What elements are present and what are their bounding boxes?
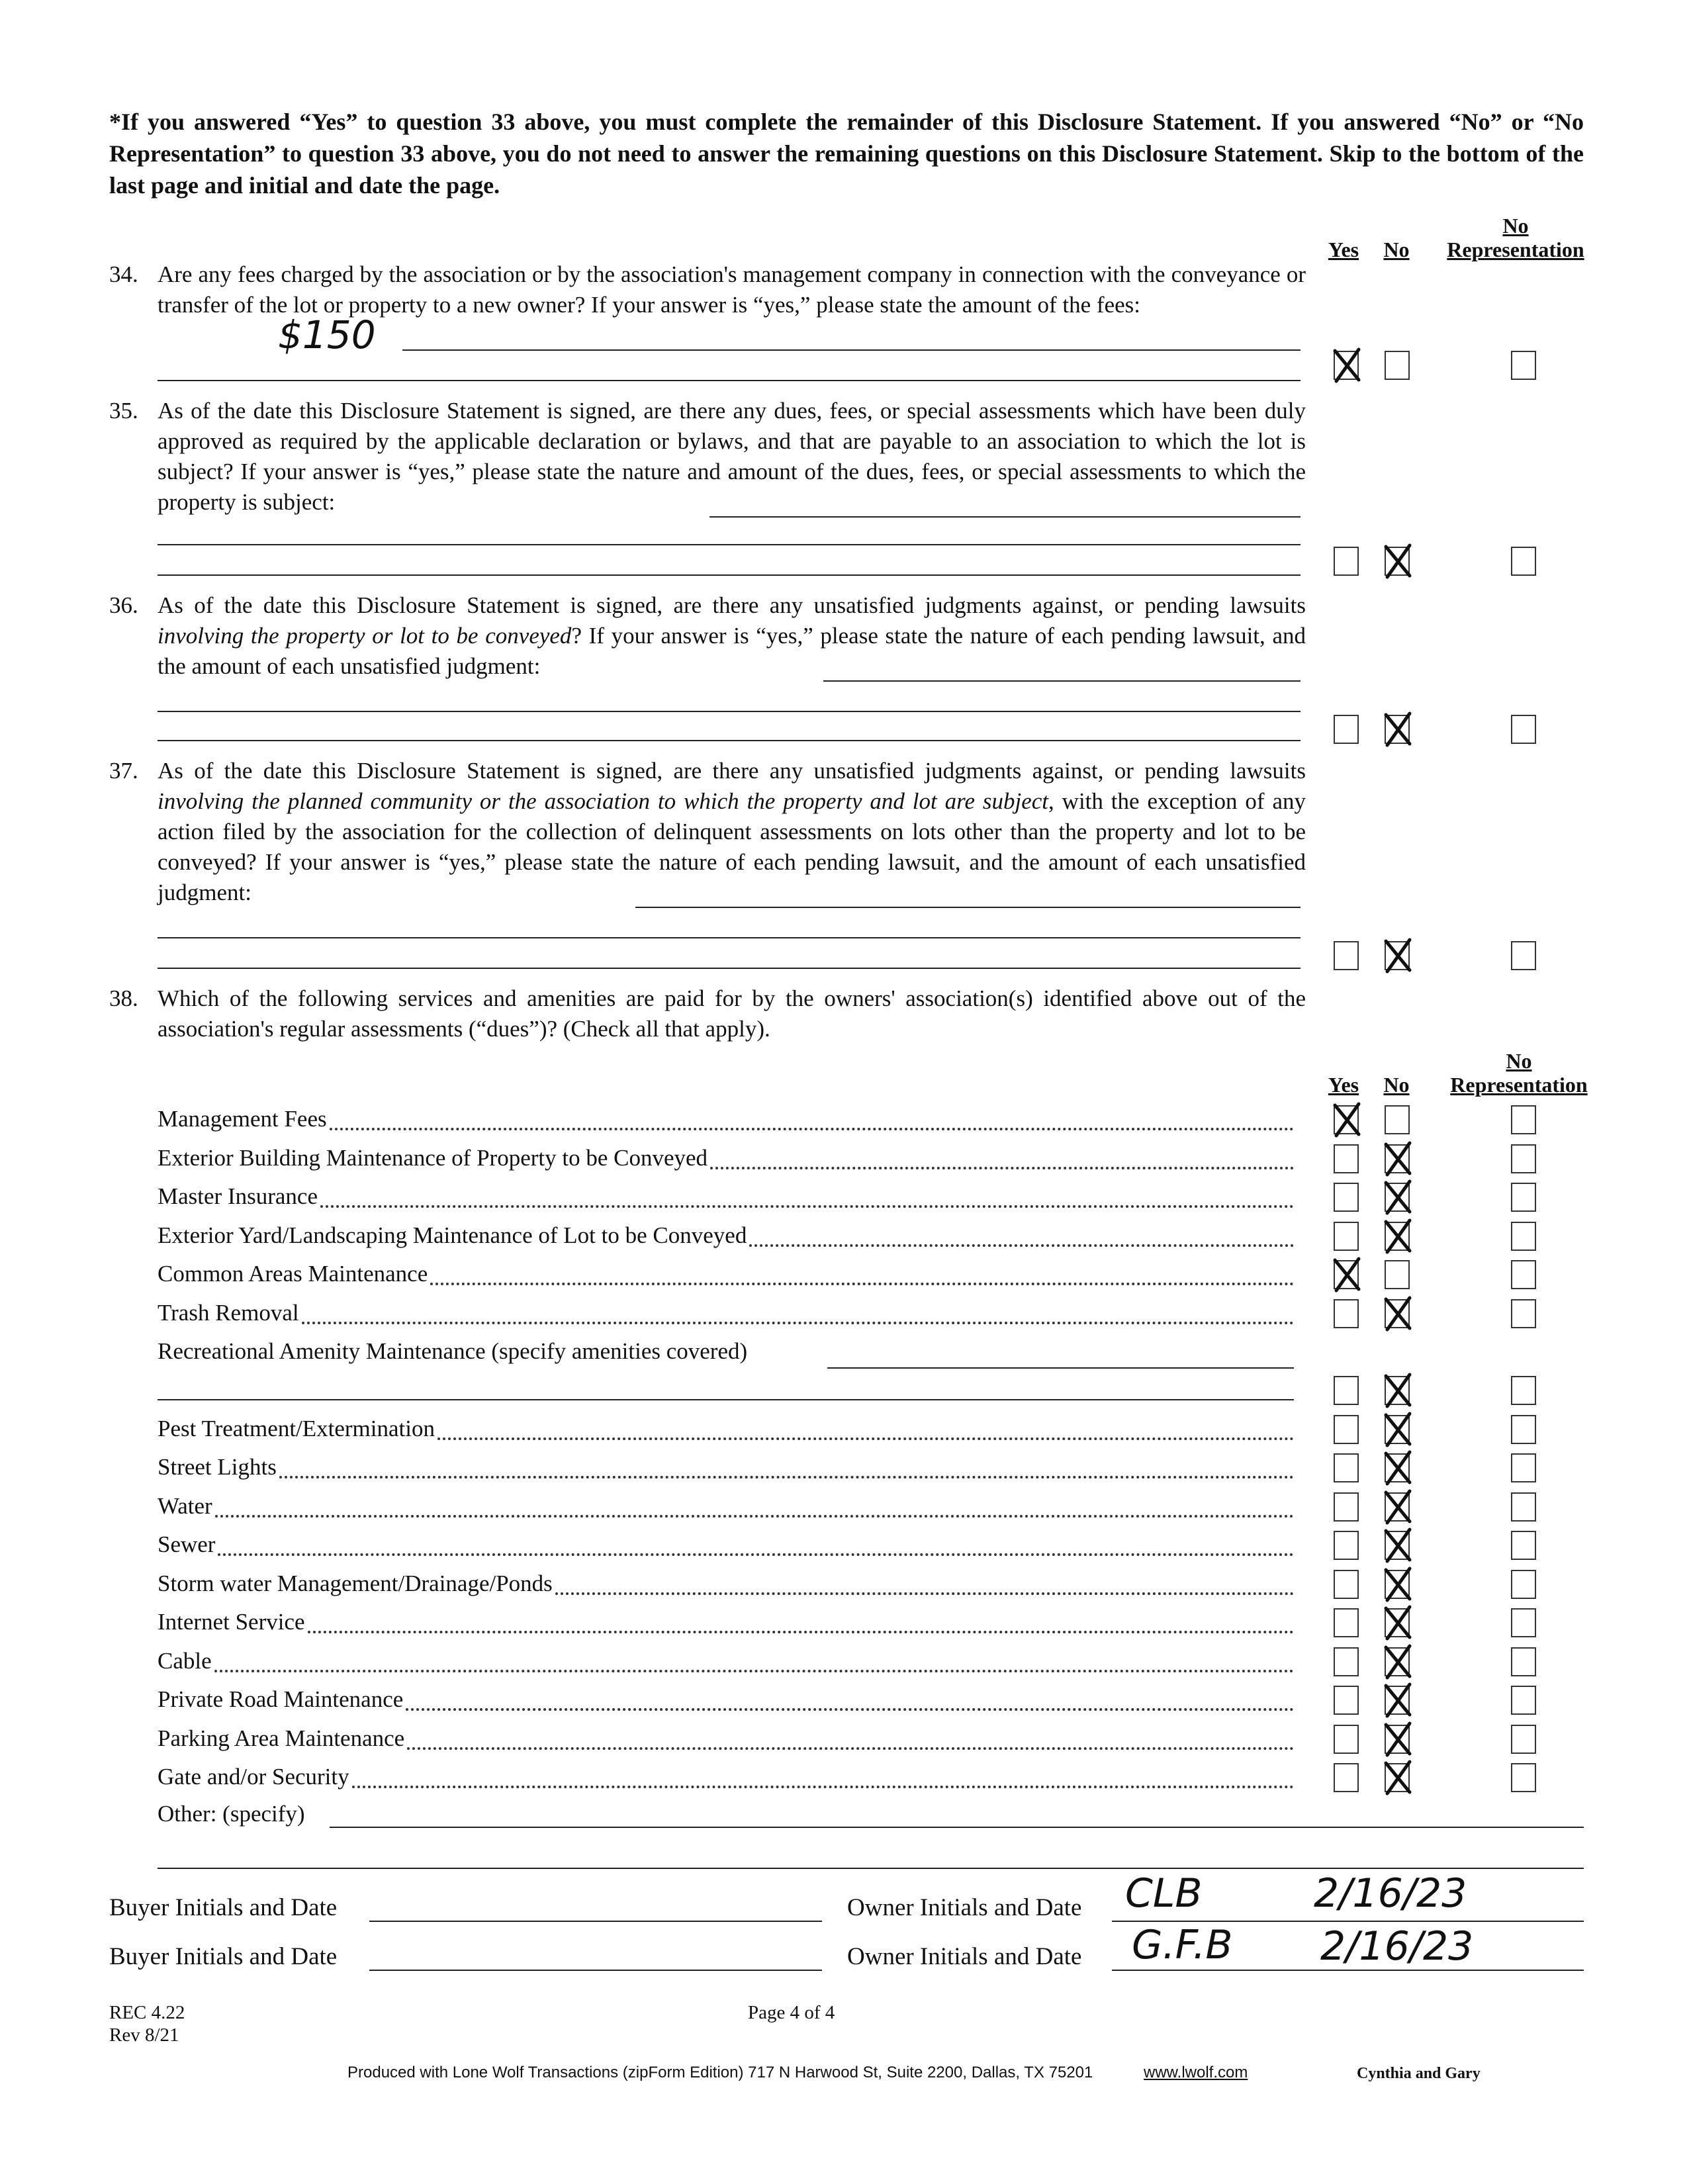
owner1-date-handwritten: 2/16/23: [1314, 1870, 1467, 1917]
form-id: REC 4.22: [109, 2002, 185, 2023]
amenity-no-checkbox[interactable]: [1385, 1647, 1410, 1676]
amenity-no-rep-checkbox[interactable]: [1511, 1222, 1536, 1251]
q36-answer-line-1[interactable]: [823, 680, 1301, 682]
amenity-no-rep-checkbox[interactable]: [1511, 1453, 1536, 1482]
amenity-no-rep-checkbox[interactable]: [1511, 1531, 1536, 1560]
amenity-no-checkbox[interactable]: [1385, 1492, 1410, 1522]
amenity-dot-leader: [330, 1128, 1294, 1130]
q37-answer-line-2[interactable]: [158, 937, 1301, 938]
amenity-no-checkbox[interactable]: [1385, 1376, 1410, 1405]
checkmark-x-icon: [1331, 1101, 1363, 1138]
header-no: No: [1383, 238, 1410, 261]
q38-text: Which of the following services and amenities are paid for by the owners' association(s) identified above out of the association's regular assessments (“dues”)? (Check all that apply).: [158, 985, 1306, 1042]
intro-instructions: *If you answered “Yes” to question 33 above, you must complete the remainder of this Disclosure Statement. If you answered “No” or “No Representation” to question 33 above, you do not need to answer the remaining questions on this Disclosure Statement. Skip to the bottom of the last page and initial and date the page.: [109, 109, 1584, 199]
q35-number: 35.: [109, 398, 138, 424]
amenity-dot-leader: [406, 1708, 1294, 1711]
producer-link[interactable]: www.lwolf.com: [1144, 2064, 1248, 2081]
amenity-yes-checkbox[interactable]: [1334, 1686, 1359, 1715]
amenity-no-checkbox[interactable]: [1385, 1222, 1410, 1251]
footer-names: Cynthia and Gary: [1357, 2065, 1481, 2082]
other-label: Other: (specify): [158, 1801, 305, 1827]
owner2-date-handwritten: 2/16/23: [1320, 1923, 1474, 1970]
amenity-no-rep-checkbox[interactable]: [1511, 1570, 1536, 1599]
amenity-label: Cable: [158, 1647, 212, 1674]
amenity-no-checkbox[interactable]: [1385, 1105, 1410, 1134]
q37-number: 37.: [109, 758, 138, 784]
amenity-yes-checkbox[interactable]: [1334, 1570, 1359, 1599]
amenity-label: Recreational Amenity Maintenance (specify amenities covered): [158, 1338, 748, 1364]
recreational-specify-line-2[interactable]: [158, 1399, 1294, 1400]
checkmark-x-icon: [1382, 1372, 1414, 1409]
q37-answer-line-1[interactable]: [635, 907, 1301, 908]
amenity-dot-leader: [214, 1670, 1294, 1672]
q34-fee-answer: $150: [278, 312, 376, 357]
owner-initials-line-2[interactable]: [1112, 1970, 1584, 1971]
checkmark-x-icon: [1382, 1218, 1414, 1255]
checkmark-x-icon: [1382, 1411, 1414, 1448]
amenity-dot-leader: [279, 1476, 1294, 1479]
checkmark-x-icon: [1331, 1256, 1363, 1293]
q34-answer-line-2[interactable]: [158, 380, 1301, 381]
amenity-dot-leader: [352, 1786, 1294, 1788]
q36-yes-checkbox[interactable]: [1334, 715, 1359, 744]
q35-no-checkbox[interactable]: [1385, 547, 1410, 576]
amenity-dot-leader: [430, 1283, 1294, 1285]
amenity-label: Water: [158, 1492, 212, 1519]
other-specify-line-1[interactable]: [330, 1827, 1584, 1828]
buyer-initials-line-1[interactable]: [369, 1921, 822, 1922]
amenity-label: Private Road Maintenance: [158, 1686, 404, 1712]
checkmark-x-icon: [1382, 1759, 1414, 1796]
amenity-yes-checkbox[interactable]: [1334, 1299, 1359, 1328]
checkmark-x-icon: [1382, 543, 1414, 580]
q37-answer-line-3[interactable]: [158, 968, 1301, 969]
amenity-yes-checkbox[interactable]: [1334, 1608, 1359, 1637]
buyer-initials-label-1: Buyer Initials and Date: [109, 1894, 338, 1921]
header-yes: Yes: [1328, 238, 1359, 261]
amenities-header-no-rep-2: Representation: [1450, 1073, 1588, 1097]
q36-number: 36.: [109, 592, 138, 618]
q36-text: As of the date this Disclosure Statement is signed, are there any unsatisfied judgments against, or pending lawsuits involving the property or lot to be conveyed? If your answer is “yes,” please state the nature of each pending lawsuit, and the amount of each unsatisfied judgment:: [158, 592, 1306, 679]
q35-yes-checkbox[interactable]: [1334, 547, 1359, 576]
q37-no-rep-checkbox[interactable]: [1511, 941, 1536, 970]
amenity-dot-leader: [320, 1205, 1294, 1208]
q36-answer-line-2[interactable]: [158, 711, 1301, 712]
q34-answer-line-1[interactable]: [402, 349, 1301, 351]
amenity-label: Internet Service: [158, 1609, 305, 1635]
checkmark-x-icon: [1382, 1566, 1414, 1603]
q34-no-rep-checkbox[interactable]: [1511, 351, 1536, 380]
buyer-initials-label-2: Buyer Initials and Date: [109, 1943, 338, 1970]
checkmark-x-icon: [1382, 1179, 1414, 1216]
amenity-no-checkbox[interactable]: [1385, 1725, 1410, 1754]
amenity-no-checkbox[interactable]: [1385, 1570, 1410, 1599]
amenity-label: Parking Area Maintenance: [158, 1725, 405, 1751]
amenity-no-rep-checkbox[interactable]: [1511, 1260, 1536, 1289]
amenity-label: Trash Removal: [158, 1299, 299, 1326]
amenity-yes-checkbox[interactable]: [1334, 1647, 1359, 1676]
amenity-label: Common Areas Maintenance: [158, 1261, 428, 1287]
checkmark-x-icon: [1382, 1604, 1414, 1641]
amenity-no-rep-checkbox[interactable]: [1511, 1105, 1536, 1134]
amenity-no-rep-checkbox[interactable]: [1511, 1415, 1536, 1444]
q34-yes-checkbox[interactable]: [1334, 351, 1359, 380]
amenity-no-rep-checkbox[interactable]: [1511, 1608, 1536, 1637]
amenity-yes-checkbox[interactable]: [1334, 1183, 1359, 1212]
checkmark-x-icon: [1382, 1682, 1414, 1719]
q35-no-rep-checkbox[interactable]: [1511, 547, 1536, 576]
amenity-label: Street Lights: [158, 1454, 277, 1480]
checkmark-x-icon: [1382, 1449, 1414, 1486]
owner-initials-label-2: Owner Initials and Date: [847, 1943, 1082, 1970]
other-specify-line-2[interactable]: [158, 1868, 1584, 1869]
amenity-label: Exterior Building Maintenance of Property to be Conveyed: [158, 1144, 708, 1171]
page-number: Page 4 of 4: [748, 2002, 835, 2023]
amenity-yes-checkbox[interactable]: [1334, 1763, 1359, 1792]
amenity-yes-checkbox[interactable]: [1334, 1260, 1359, 1289]
q36-no-checkbox[interactable]: [1385, 715, 1410, 744]
amenity-label: Master Insurance: [158, 1183, 318, 1209]
owner1-initials-handwritten: CLB: [1125, 1870, 1203, 1917]
q38-number: 38.: [109, 985, 138, 1011]
header-no-rep-2: Representation: [1447, 238, 1584, 261]
amenities-header-yes: Yes: [1328, 1073, 1359, 1097]
amenity-yes-checkbox[interactable]: [1334, 1725, 1359, 1754]
q36-answer-line-3[interactable]: [158, 740, 1301, 741]
amenity-yes-checkbox[interactable]: [1334, 1222, 1359, 1251]
buyer-initials-line-2[interactable]: [369, 1970, 822, 1971]
q34-number: 34.: [109, 261, 138, 287]
checkmark-x-icon: [1382, 1140, 1414, 1177]
amenity-no-rep-checkbox[interactable]: [1511, 1183, 1536, 1212]
q35-text: As of the date this Disclosure Statement is signed, are there any dues, fees, or special assessments which have been duly approved as required by the applicable declaration or bylaws, and that are payable to an association to which the lot is subject? If your answer is “yes,” please state the nature and amount of the dues, fees, or special assessments to which the property is subject:: [158, 398, 1306, 515]
amenity-yes-checkbox[interactable]: [1334, 1492, 1359, 1522]
amenity-no-rep-checkbox[interactable]: [1511, 1492, 1536, 1522]
owner2-initials-handwritten: G.F.B: [1132, 1922, 1233, 1968]
recreational-specify-line-1[interactable]: [827, 1367, 1294, 1369]
amenity-no-checkbox[interactable]: [1385, 1260, 1410, 1289]
checkmark-x-icon: [1382, 1488, 1414, 1525]
amenity-yes-checkbox[interactable]: [1334, 1144, 1359, 1173]
amenity-dot-leader: [308, 1631, 1294, 1633]
amenity-dot-leader: [218, 1553, 1294, 1556]
header-no-rep-1: No: [1502, 214, 1529, 238]
q35-answer-line-3[interactable]: [158, 574, 1301, 576]
checkmark-x-icon: [1382, 711, 1414, 748]
amenity-no-rep-checkbox[interactable]: [1511, 1647, 1536, 1676]
q35-answer-line-2[interactable]: [158, 544, 1301, 545]
amenity-yes-checkbox[interactable]: [1334, 1453, 1359, 1482]
amenity-label: Storm water Management/Drainage/Ponds: [158, 1570, 553, 1596]
amenity-no-checkbox[interactable]: [1385, 1608, 1410, 1637]
amenity-no-rep-checkbox[interactable]: [1511, 1299, 1536, 1328]
amenity-no-checkbox[interactable]: [1385, 1144, 1410, 1173]
amenity-no-rep-checkbox[interactable]: [1511, 1763, 1536, 1792]
amenity-no-checkbox[interactable]: [1385, 1763, 1410, 1792]
producer-note: Produced with Lone Wolf Transactions (zipForm Edition) 717 N Harwood St, Suite 2200, Dallas, TX 75201: [347, 2064, 1093, 2081]
form-revision: Rev 8/21: [109, 2025, 179, 2046]
q36-no-rep-checkbox[interactable]: [1511, 715, 1536, 744]
amenities-header-no: No: [1383, 1073, 1410, 1097]
amenity-dot-leader: [437, 1437, 1294, 1440]
checkmark-x-icon: [1382, 1721, 1414, 1758]
amenity-no-checkbox[interactable]: [1385, 1686, 1410, 1715]
amenity-yes-checkbox[interactable]: [1334, 1415, 1359, 1444]
checkmark-x-icon: [1331, 347, 1363, 384]
q35-answer-line-1[interactable]: [709, 516, 1301, 518]
checkmark-x-icon: [1382, 1527, 1414, 1564]
q34-text: Are any fees charged by the association or by the association's management company in connection with the conveyance or transfer of the lot or property to a new owner? If your answer is “yes,” please state the amount of the fees:: [158, 261, 1306, 318]
amenity-dot-leader: [710, 1167, 1294, 1169]
amenity-no-checkbox[interactable]: [1385, 1415, 1410, 1444]
checkmark-x-icon: [1382, 1643, 1414, 1680]
checkmark-x-icon: [1382, 937, 1414, 974]
amenity-no-checkbox[interactable]: [1385, 1453, 1410, 1482]
amenity-dot-leader: [302, 1322, 1294, 1324]
q34-no-checkbox[interactable]: [1385, 351, 1410, 380]
amenities-header-no-rep-1: No: [1506, 1049, 1532, 1073]
checkmark-x-icon: [1382, 1295, 1414, 1332]
q37-no-checkbox[interactable]: [1385, 941, 1410, 970]
q37-yes-checkbox[interactable]: [1334, 941, 1359, 970]
amenity-no-rep-checkbox[interactable]: [1511, 1686, 1536, 1715]
amenity-no-checkbox[interactable]: [1385, 1299, 1410, 1328]
amenity-no-checkbox[interactable]: [1385, 1183, 1410, 1212]
amenity-dot-leader: [749, 1244, 1294, 1247]
amenity-dot-leader: [555, 1592, 1294, 1595]
amenity-no-checkbox[interactable]: [1385, 1531, 1410, 1560]
owner-initials-label-1: Owner Initials and Date: [847, 1894, 1082, 1921]
amenity-yes-checkbox[interactable]: [1334, 1105, 1359, 1134]
amenity-no-rep-checkbox[interactable]: [1511, 1725, 1536, 1754]
amenity-yes-checkbox[interactable]: [1334, 1376, 1359, 1405]
amenity-label: Sewer: [158, 1531, 216, 1557]
amenity-no-rep-checkbox[interactable]: [1511, 1144, 1536, 1173]
amenity-label: Exterior Yard/Landscaping Maintenance of Lot to be Conveyed: [158, 1222, 747, 1248]
amenity-dot-leader: [407, 1747, 1294, 1750]
amenity-label: Management Fees: [158, 1106, 327, 1132]
amenity-no-rep-checkbox[interactable]: [1511, 1376, 1536, 1405]
amenity-label: Pest Treatment/Extermination: [158, 1415, 435, 1441]
amenity-yes-checkbox[interactable]: [1334, 1531, 1359, 1560]
amenity-dot-leader: [215, 1515, 1294, 1518]
amenity-label: Gate and/or Security: [158, 1764, 349, 1790]
q37-text: As of the date this Disclosure Statement is signed, are there any unsatisfied judgments against, or pending lawsuits involving the planned community or the association to which the property and lot are subject, with the exception of any action filed by the association for the collection of delinquent assessments on lots other than the property and lot to be conveyed? If your answer is “yes,” please state the nature of each pending lawsuit, and the amount of each unsatisfied judgment:: [158, 758, 1306, 905]
